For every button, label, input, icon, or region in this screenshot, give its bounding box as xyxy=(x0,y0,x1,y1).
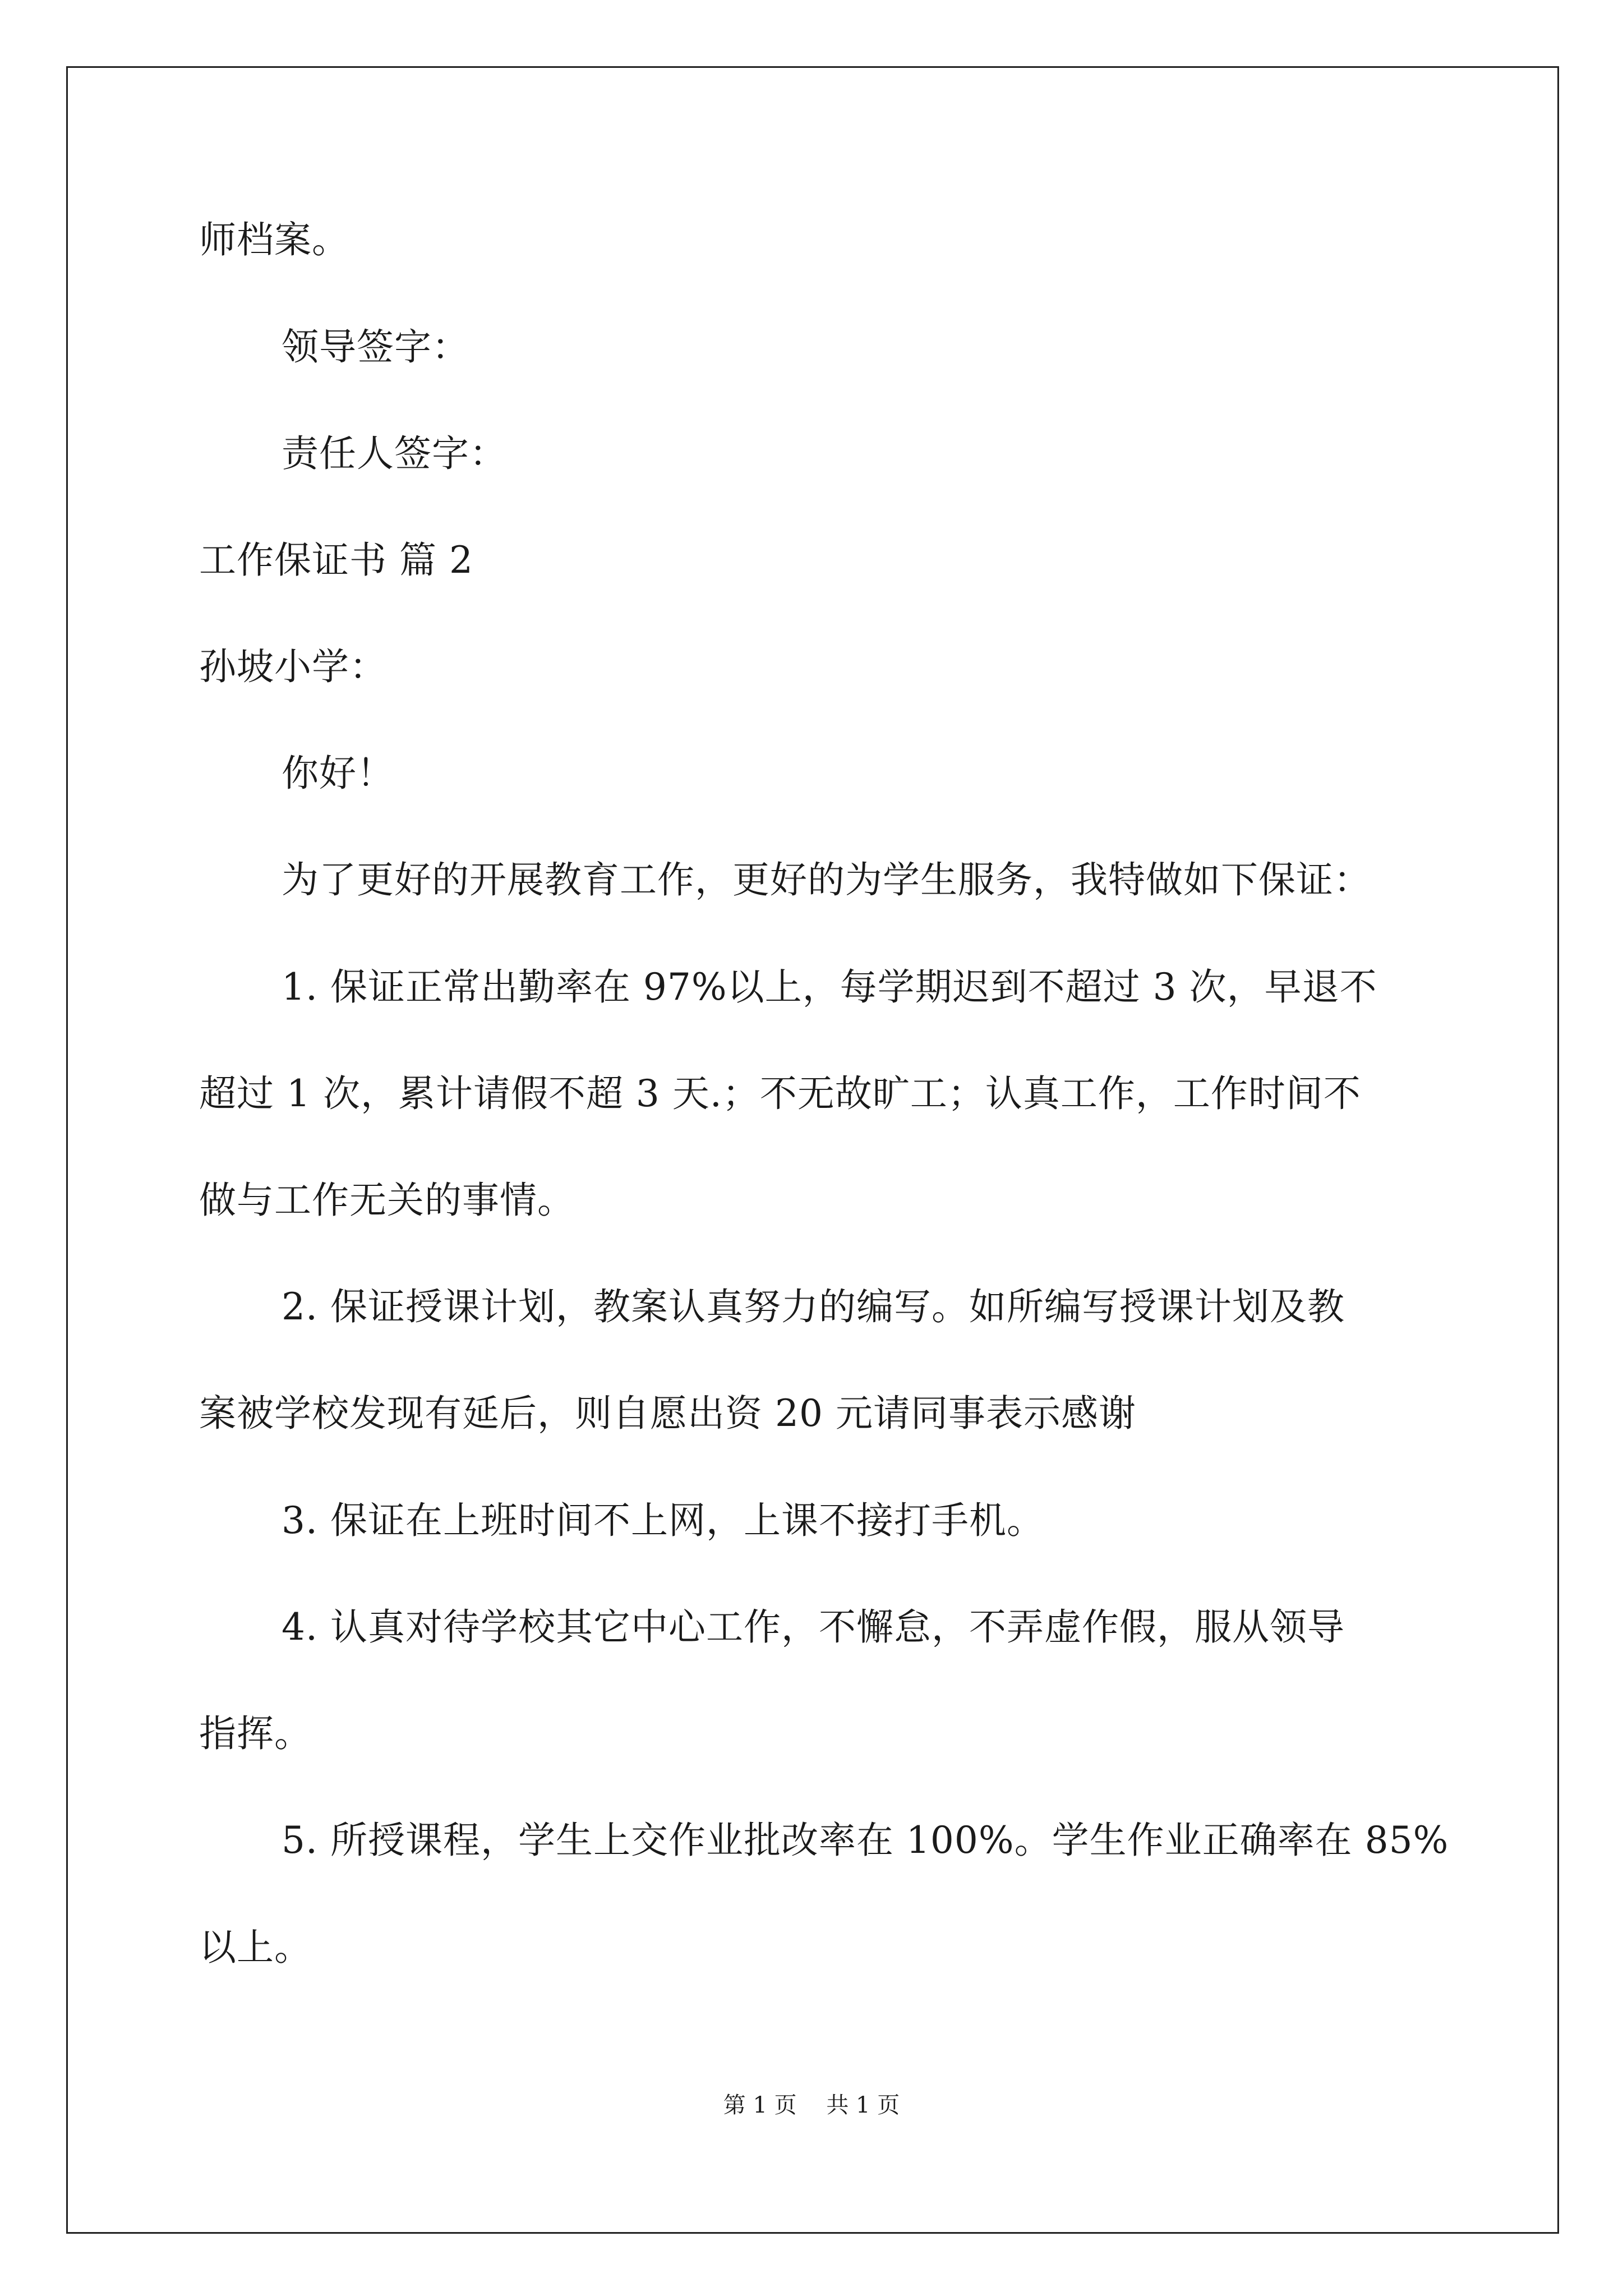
text-line: 责任人签字： xyxy=(282,432,507,475)
text-line: 做与工作无关的事情。 xyxy=(199,1179,575,1222)
text-line: 超过 1 次，累计请假不超 3 天.；不无故旷工；认真工作，工作时间不 xyxy=(199,1072,1361,1115)
text-line: 案被学校发现有延后，则自愿出资 20 元请同事表示感谢 xyxy=(199,1392,1136,1435)
text-line: 5. 所授课程，学生上交作业批改率在 100%。学生作业正确率在 85% xyxy=(282,1819,1449,1862)
text-line: 领导签字： xyxy=(282,325,469,369)
text-line: 指挥。 xyxy=(199,1712,312,1755)
page-footer: 第 1 页 共 1 页 xyxy=(723,2092,900,2118)
section-heading: 工作保证书 篇 2 xyxy=(199,539,473,582)
page-border xyxy=(66,66,1559,2234)
text-line: 为了更好的开展教育工作，更好的为学生服务，我特做如下保证： xyxy=(282,858,1371,901)
greeting: 你好！ xyxy=(282,752,394,795)
text-line: 3. 保证在上班时间不上网，上课不接打手机。 xyxy=(282,1499,1044,1542)
text-line: 1. 保证正常出勤率在 97%以上，每学期迟到不超过 3 次，早退不 xyxy=(282,965,1377,1009)
salutation: 孙坡小学： xyxy=(199,645,387,688)
text-line: 4. 认真对待学校其它中心工作，不懈怠，不弄虚作假，服从领导 xyxy=(282,1605,1345,1649)
text-line: 2. 保证授课计划，教案认真努力的编写。如所编写授课计划及教 xyxy=(282,1285,1345,1328)
text-line: 以上。 xyxy=(199,1926,312,1969)
text-line: 师档案。 xyxy=(199,218,349,261)
